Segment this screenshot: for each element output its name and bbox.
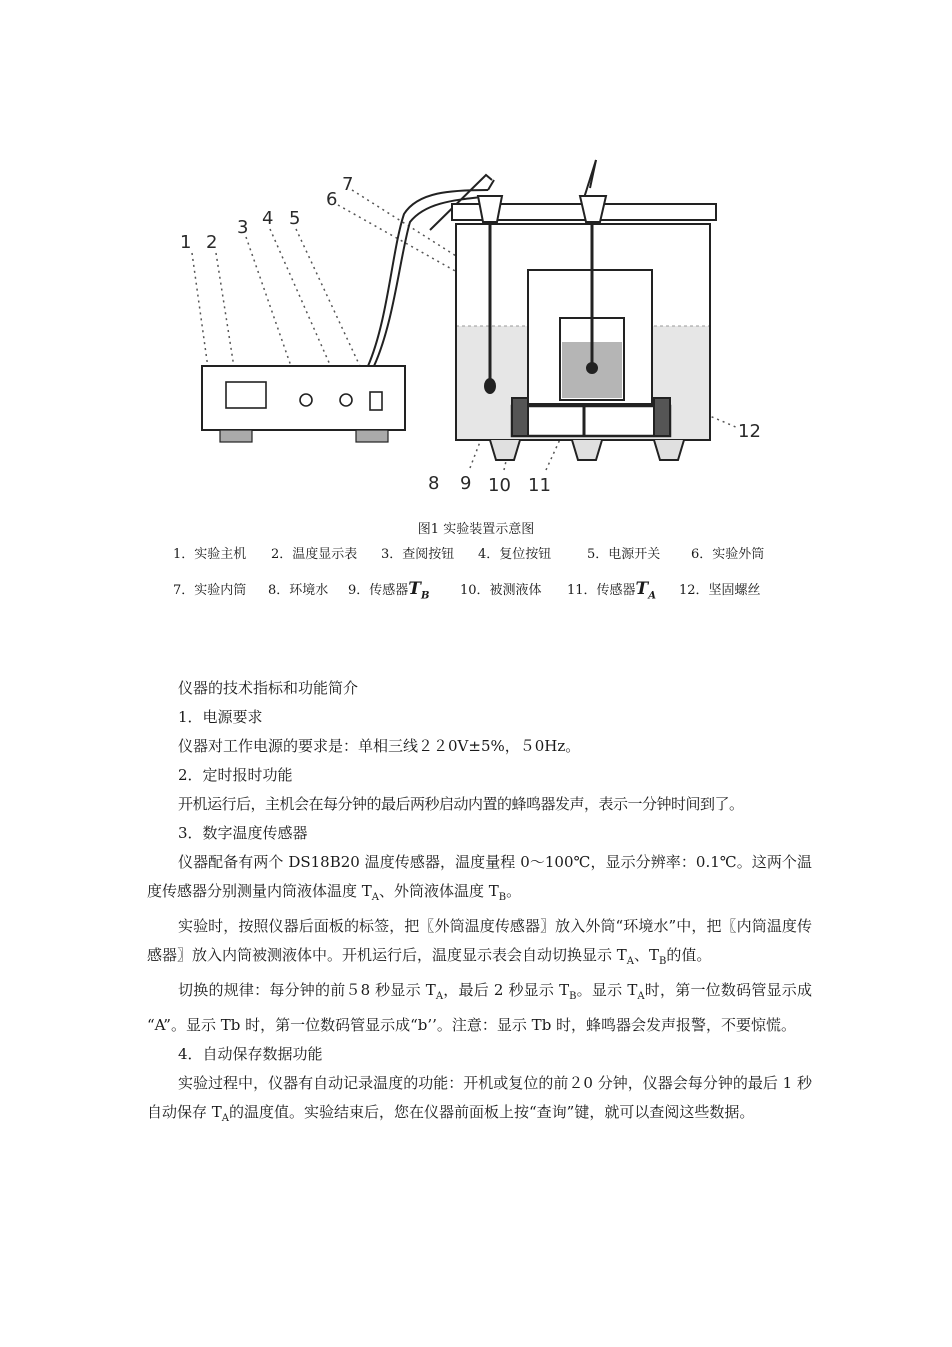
legend-item-11-text: 11．传感器 bbox=[567, 583, 636, 598]
legend-item-4: 4．复位按钮 bbox=[478, 547, 552, 562]
main-unit bbox=[202, 366, 405, 442]
callout-2: 2 bbox=[206, 232, 218, 253]
apparatus-diagram bbox=[0, 0, 952, 510]
callout-1: 1 bbox=[180, 232, 192, 253]
section-4-title: 4．自动保存数据功能 bbox=[178, 1045, 323, 1063]
legend-item-6: 6．实验外筒 bbox=[691, 547, 765, 562]
section-1-title: 1．电源要求 bbox=[178, 708, 263, 726]
section-2-text: 开机运行后，主机会在每分钟的最后两秒启动内置的蜂鸣器发声，表示一分钟时间到了。 bbox=[178, 795, 744, 813]
section-3-paragraph-2: 实验时，按照仪器后面板的标签，把〖外筒温度传感器〗放入外筒“环境水”中，把〖内筒温度传感器〗放入内筒被测液体中。开机运行后，温度显示表会自动切换显示 $T_A$、$T_B$的值。 bbox=[147, 917, 812, 967]
section-3-paragraph-3: 切换的规律：每分钟的前５8 秒显示 $T_A$，最后 2 秒显示 $T_B$。显示 $T_A$时，第一位数码管显示成 “A”。显示 Tb 时，第一位数码管显示成“b’’。注意：显示 Tb 时，蜂鸣器会发声报警，不要惊慌。 bbox=[147, 981, 812, 1034]
callout-5: 5 bbox=[289, 208, 301, 229]
legend-item-5: 5．电源开关 bbox=[587, 547, 661, 562]
section-1-text: 仪器对工作电源的要求是：单相三线２２0V±5%，５0Hz。 bbox=[178, 737, 581, 755]
intro-heading: 仪器的技术指标和功能简介 bbox=[178, 679, 359, 697]
callout-9: 9 bbox=[460, 473, 472, 494]
callout-8: 8 bbox=[428, 473, 440, 494]
section-4-paragraph-1: 实验过程中，仪器有自动记录温度的功能：开机或复位的前２0 分钟，仪器会每分钟的最后 1 秒自动保存 $T_A$的温度值。实验结束后，您在仪器前面板上按“查询”键，就可以查阅这些数据。 bbox=[147, 1074, 812, 1124]
section-3-title: 3．数字温度传感器 bbox=[178, 824, 308, 842]
legend-item-9 bbox=[348, 579, 429, 601]
legend-item-8: 8．环境水 bbox=[268, 583, 329, 598]
callout-11: 11 bbox=[528, 475, 551, 496]
legend-item-7: 7．实验内筒 bbox=[173, 583, 247, 598]
callout-4: 4 bbox=[262, 208, 274, 229]
legend-item-2: 2．温度显示表 bbox=[271, 547, 358, 562]
legend-row-2 bbox=[0, 579, 952, 605]
section-3-paragraph-1: 仪器配备有两个 DS18B20 温度传感器，温度量程 0～100℃，显示分辨率：0.1℃。这两个温度传感器分别测量内筒液体温度 $T_A$、外筒液体温度 $T_B$。 bbox=[147, 853, 812, 903]
legend-item-10: 10．被测液体 bbox=[460, 583, 542, 598]
callout-6: 6 bbox=[326, 189, 338, 210]
document-body bbox=[147, 674, 812, 1133]
callout-7: 7 bbox=[342, 174, 354, 195]
sensor-a-symbol: $T_A$ bbox=[635, 579, 656, 602]
callout-12: 12 bbox=[738, 421, 761, 442]
legend-item-1: 1．实验主机 bbox=[173, 547, 247, 562]
legend-row-1 bbox=[0, 543, 952, 565]
legend-item-11 bbox=[567, 579, 656, 601]
figure-caption: 图1 实验装置示意图 bbox=[417, 522, 535, 537]
callout-3: 3 bbox=[237, 217, 249, 238]
sensor-b-symbol: $T_B$ bbox=[408, 579, 430, 602]
section-2-title: 2．定时报时功能 bbox=[178, 766, 293, 784]
callout-10: 10 bbox=[488, 475, 511, 496]
legend-item-12: 12．坚固螺丝 bbox=[679, 583, 761, 598]
legend-item-9-text: 9．传感器 bbox=[348, 583, 409, 598]
legend-item-3: 3．查阅按钮 bbox=[381, 547, 455, 562]
